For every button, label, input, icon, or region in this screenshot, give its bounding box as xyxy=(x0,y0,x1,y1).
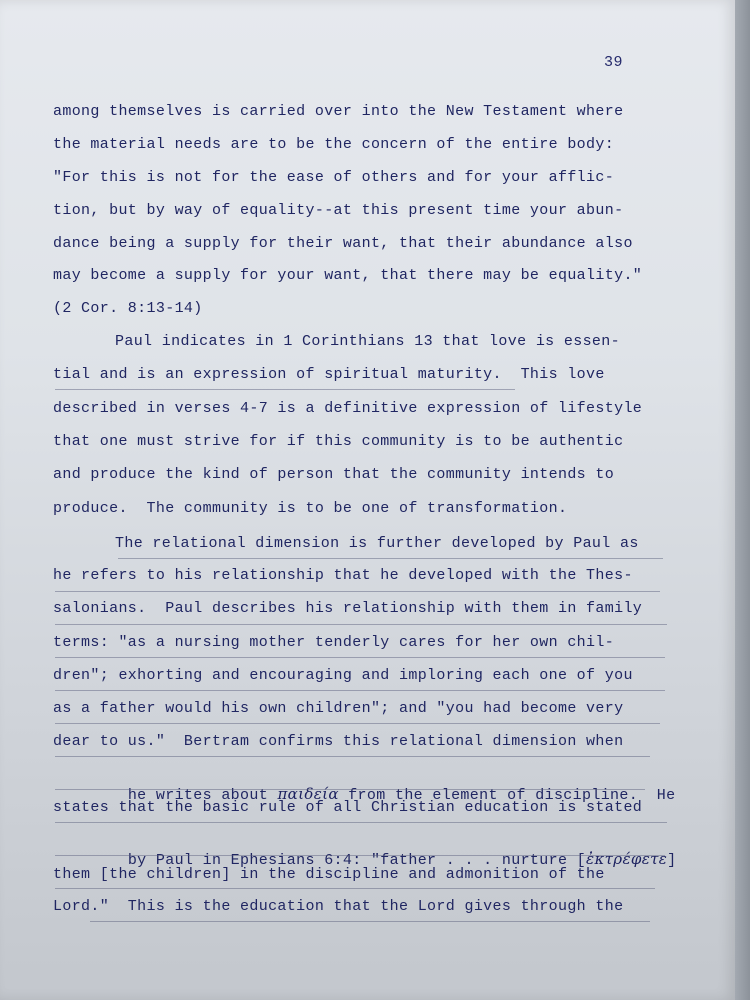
text-line: described in verses 4-7 is a definitive expression of lifestyle xyxy=(53,400,643,417)
pencil-underline xyxy=(55,822,667,823)
text-line: produce. The community is to be one of transformation. xyxy=(53,500,568,517)
pencil-underline xyxy=(55,624,667,625)
text-segment: he writes about xyxy=(127,787,278,804)
text-line: dance being a supply for their want, that their abundance also xyxy=(53,235,633,252)
pencil-underline xyxy=(55,591,660,592)
pencil-underline xyxy=(55,690,665,691)
pencil-underline xyxy=(55,789,645,790)
pencil-underline xyxy=(55,389,515,390)
text-line: (2 Cor. 8:13-14) xyxy=(53,300,203,317)
text-line: Paul indicates in 1 Corinthians 13 that love is essen- xyxy=(115,333,620,350)
text-line: salonians. Paul describes his relationship with them in family xyxy=(53,600,643,617)
text-line: terms: "as a nursing mother tenderly cares for her own chil- xyxy=(53,634,615,651)
text-line: the material needs are to be the concern of the entire body: xyxy=(53,136,615,153)
text-line: them [the children] in the discipline and admonition of the xyxy=(53,866,605,883)
text-segment: by Paul in Ephesians 6:4: "father . . . nurture [ xyxy=(127,852,587,869)
pencil-underline xyxy=(55,855,665,856)
text-line: "For this is not for the ease of others and for your afflic- xyxy=(53,169,615,186)
text-line: dren"; exhorting and encouraging and imploring each one of you xyxy=(53,667,633,684)
text-line: tion, but by way of equality--at this present time your abun- xyxy=(53,202,624,219)
text-line: states that the basic rule of all Christian education is stated xyxy=(53,799,643,816)
greek-word-paideia: παιδεία xyxy=(277,785,339,803)
text-line: tial and is an expression of spiritual maturity. This love xyxy=(53,366,605,383)
text-line: Lord." This is the education that the Lord gives through the xyxy=(53,898,624,915)
pencil-underline xyxy=(118,558,663,559)
pencil-underline xyxy=(55,657,665,658)
text-line: among themselves is carried over into the New Testament where xyxy=(53,103,624,120)
greek-word-ektrephete: ἐκτρέφετε xyxy=(586,850,668,868)
text-segment: from the element of discipline. He xyxy=(338,787,676,804)
text-line: and produce the kind of person that the community intends to xyxy=(53,466,615,483)
pencil-underline xyxy=(55,723,660,724)
text-segment: ] xyxy=(667,852,677,869)
text-line: that one must strive for if this community is to be authentic xyxy=(53,433,624,450)
text-line: as a father would his own children"; and "you had become very xyxy=(53,700,624,717)
text-line: may become a supply for your want, that there may be equality." xyxy=(53,267,643,284)
text-line: dear to us." Bertram confirms this relational dimension when xyxy=(53,733,624,750)
page-number: 39 xyxy=(604,54,624,71)
pencil-underline xyxy=(90,921,650,922)
text-line: The relational dimension is further developed by Paul as xyxy=(115,535,639,552)
pencil-underline xyxy=(55,756,650,757)
pencil-underline xyxy=(55,888,655,889)
text-line: he refers to his relationship that he developed with the Thes- xyxy=(53,567,633,584)
